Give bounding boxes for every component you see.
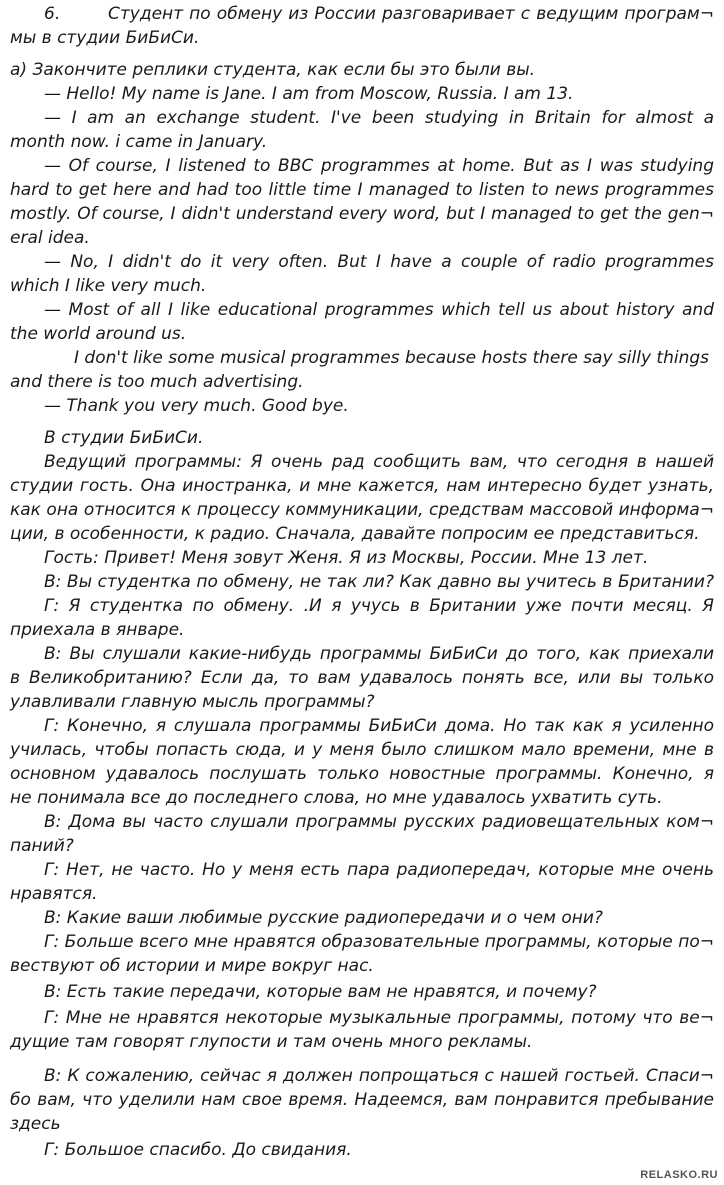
english-line: the world around us. <box>10 324 187 344</box>
russian-line: В: Вы слушали какие-нибудь программы БиБиСи до того, как приехали <box>44 644 714 664</box>
english-line: — Most of all I like educational programmes which tell us about history and <box>44 300 714 320</box>
russian-line: в Великобританию? Если да, то вам удавалось понять все, или вы только <box>10 668 714 688</box>
russian-line: как она относится к процессу коммуникации, средствам массовой информа¬ <box>10 500 714 520</box>
task-a-instruction: а) Закончите реплики студента, как если бы это были вы. <box>10 60 536 80</box>
russian-line: Г: Большое спасибо. До свидания. <box>44 1140 352 1160</box>
english-line: — Hello! My name is Jane. I am from Moscow, Russia. I am 13. <box>44 84 574 104</box>
russian-line: паний? <box>10 836 74 856</box>
russian-line: приехала в январе. <box>10 620 185 640</box>
russian-line: Г: Конечно, я слушала программы БиБиСи дома. Но так как я усиленно <box>44 716 714 736</box>
russian-line: вествуют об истории и мире вокруг нас. <box>10 956 374 976</box>
russian-line: В: Вы студентка по обмену, не так ли? Как давно вы учитесь в Британии? <box>44 572 714 592</box>
russian-line: Ведущий программы: Я очень рад сообщить вам, что сегодня в нашей <box>44 452 714 472</box>
watermark: RELASKO.RU <box>640 1169 718 1181</box>
russian-line: Г: Больше всего мне нравятся образовательные программы, которые по¬ <box>44 932 714 952</box>
exercise-number: 6. <box>44 4 61 24</box>
russian-line: В студии БиБиСи. <box>44 428 204 448</box>
russian-line: основном удавалось послушать только новостные программы. Конечно, я <box>10 764 714 784</box>
russian-line: не понимала все до последнего слова, но мне удавалось ухватить суть. <box>10 788 663 808</box>
english-line: and there is too much advertising. <box>10 372 304 392</box>
english-line: eral idea. <box>10 228 90 248</box>
english-line: which I like very much. <box>10 276 207 296</box>
russian-line: улавливали главную мысль программы? <box>10 692 375 712</box>
english-line: mostly. Of course, I didn't understand every word, but I managed to get the gen¬ <box>10 204 714 224</box>
english-line: — Thank you very much. Good bye. <box>44 396 349 416</box>
russian-line: бо вам, что уделили нам свое время. Надеемся, вам понравится пребывание <box>10 1090 714 1110</box>
russian-line: В: Дома вы часто слушали программы русских радиовещательных ком¬ <box>44 812 714 832</box>
russian-line: В: К сожалению, сейчас я должен попрощаться с нашей гостьей. Спаси¬ <box>44 1066 714 1086</box>
russian-line: Г: Я студентка по обмену. .И я учусь в Британии уже почти месяц. Я <box>44 596 714 616</box>
english-line: — Of course, I listened to BBC programmes at home. But as I was studying <box>44 156 714 176</box>
russian-line: студии гость. Она иностранка, и мне кажется, нам интересно будет узнать, <box>10 476 714 496</box>
russian-line: Гость: Привет! Меня зовут Женя. Я из Москвы, России. Мне 13 лет. <box>44 548 649 568</box>
english-line: — No, I didn't do it very often. But I have a couple of radio programmes <box>44 252 714 272</box>
english-line: hard to get here and had too little time I managed to listen to news programmes <box>10 180 714 200</box>
exercise-title-line-2: мы в студии БиБиСи. <box>10 28 200 48</box>
english-line: month now. i came in January. <box>10 132 268 152</box>
english-line: I don't like some musical programmes because hosts there say silly things <box>74 348 710 368</box>
exercise-title-line-1: Студент по обмену из России разговаривает с ведущим програм¬ <box>108 4 714 24</box>
russian-line: ции, в особенности, к радио. Сначала, давайте попросим ее представиться. <box>10 524 700 544</box>
russian-line: здесь <box>10 1114 61 1134</box>
russian-line: Г: Нет, не часто. Но у меня есть пара радиопередач, которые мне очень <box>44 860 714 880</box>
russian-line: нравятся. <box>10 884 98 904</box>
russian-line: В: Есть такие передачи, которые вам не нравятся, и почему? <box>44 982 597 1002</box>
russian-line: дущие там говорят глупости и там очень много рекламы. <box>10 1032 533 1052</box>
russian-line: В: Какие ваши любимые русские радиопередачи и о чем они? <box>44 908 603 928</box>
russian-line: Г: Мне не нравятся некоторые музыкальные программы, потому что ве¬ <box>44 1008 714 1028</box>
russian-line: училась, чтобы попасть сюда, и у меня было слишком мало времени, мне в <box>10 740 714 760</box>
english-line: — I am an exchange student. I've been studying in Britain for almost a <box>44 108 714 128</box>
